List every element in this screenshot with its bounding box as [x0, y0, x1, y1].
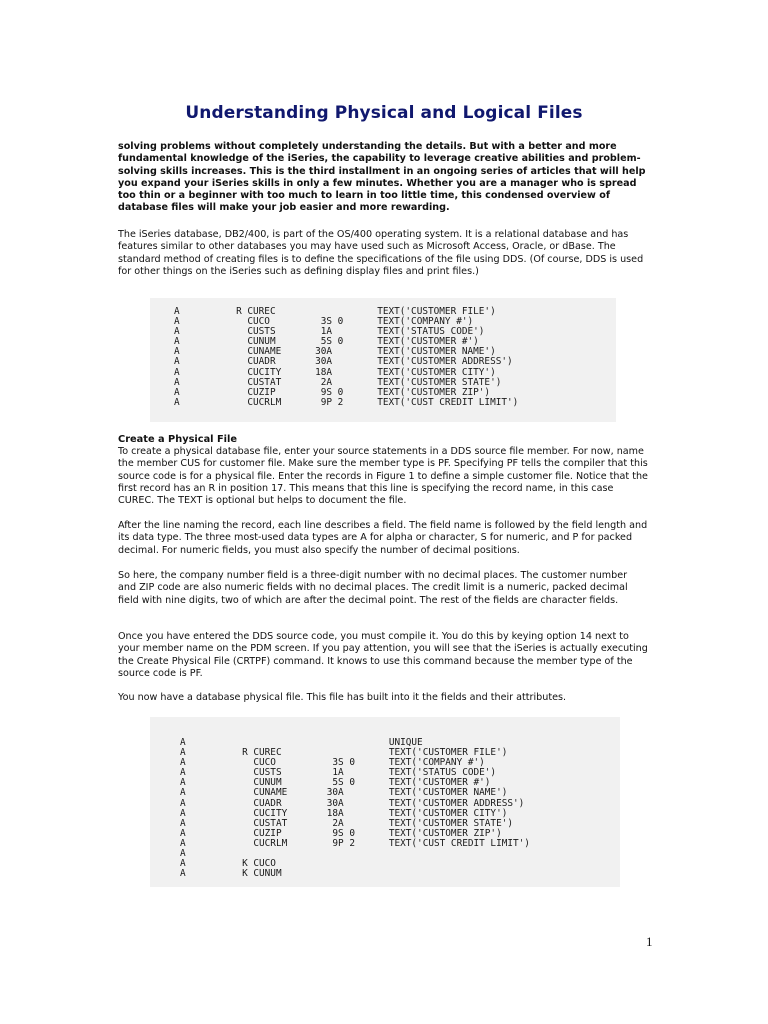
- code-line: A CUSTS 1A TEXT('STATUS CODE'): [174, 326, 485, 338]
- code-line: A CUNAME 30A TEXT('CUSTOMER NAME'): [174, 346, 496, 358]
- code-line: A K CUNUM: [180, 868, 282, 880]
- section-heading: Create a Physical File: [118, 434, 238, 445]
- company-paragraph: So here, the company number field is a three-digit number with no decimal places. The customer number and ZIP code are also numeric fields with no decimal places. The credit limit is a numeric, packed decimal field with nine digits, two of which are after the decimal point. The rest of the fields are character fields.: [118, 570, 628, 606]
- code-line: A CUZIP 9S 0 TEXT('CUSTOMER ZIP'): [174, 386, 491, 398]
- code-line: A CUZIP 9S 0 TEXT('CUSTOMER ZIP'): [180, 827, 502, 839]
- code-line: A CUCO 3S 0 TEXT('COMPANY #'): [174, 316, 474, 328]
- figure-2-dds-code: [150, 717, 620, 887]
- intro-paragraph: solving problems without completely understanding the details. But with a better and more fundamental knowledge of the iSeries, the capability to leverage creative abilities and problem-solving skills increases. This is the third installment in an ongoing series of articles that will help you expand your iSeries skills in only a few minutes. Whether you are a manager who is spread too thin or a beginner with too much to learn in too little time, this condensed overview of database files will make your job easier and more rewarding.: [118, 141, 646, 214]
- page-number: 1: [646, 934, 653, 949]
- physical-file-paragraph: You now have a database physical file. This file has built into it the fields and their attributes.: [118, 692, 567, 703]
- compile-paragraph: Once you have entered the DDS source code, you must compile it. You do this by keying option 14 next to your member name on the PDM screen. If you pay attention, you will see that the iSeries is actually executing the Create Physical File (CRTPF) command. It knows to use this command because the member type of the source code is PF.: [118, 631, 648, 679]
- fields-paragraph: After the line naming the record, each line describes a field. The field name is followed by the field length and its data type. The three most-used data types are A for alpha or character, S for numeric, and P for packed decimal. For numeric fields, you must also specify the number of decimal positions.: [118, 520, 648, 556]
- page-title: Understanding Physical and Logical Files: [185, 103, 583, 123]
- code-line: A CUADR 30A TEXT('CUSTOMER ADDRESS'): [180, 797, 525, 809]
- code-line: A CUCRLM 9P 2 TEXT('CUST CREDIT LIMIT'): [180, 837, 530, 849]
- figure-1-code-lines: [174, 307, 518, 408]
- code-line: A: [180, 848, 186, 860]
- code-line: A CUCRLM 9P 2 TEXT('CUST CREDIT LIMIT'): [174, 396, 519, 408]
- code-line: A CUCO 3S 0 TEXT('COMPANY #'): [180, 757, 485, 769]
- figure-1-dds-code: [150, 298, 616, 422]
- code-line: A UNIQUE: [180, 737, 423, 748]
- code-line: A CUSTAT 2A TEXT('CUSTOMER STATE'): [180, 817, 514, 829]
- code-line: A K CUCO: [180, 858, 276, 870]
- code-line: A R CUREC TEXT('CUSTOMER FILE'): [174, 306, 496, 317]
- code-line: A CUCITY 18A TEXT('CUSTOMER CITY'): [174, 366, 496, 378]
- code-line: A CUNUM 5S 0 TEXT('CUSTOMER #'): [180, 777, 491, 789]
- code-line: A CUCITY 18A TEXT('CUSTOMER CITY'): [180, 807, 508, 819]
- code-line: A CUNAME 30A TEXT('CUSTOMER NAME'): [180, 787, 508, 799]
- code-line: A CUSTS 1A TEXT('STATUS CODE'): [180, 767, 497, 779]
- code-line: A R CUREC TEXT('CUSTOMER FILE'): [180, 747, 508, 759]
- figure-2-code-lines: [180, 738, 530, 879]
- code-line: A CUNUM 5S 0 TEXT('CUSTOMER #'): [174, 336, 479, 348]
- create-paragraph: To create a physical database file, enter your source statements in a DDS source file member. For now, name the member CUS for customer file. Make sure the member type is PF. Specifying PF tells the compiler that this source code is for a physical file. Enter the records in Figure 1 to define a simple customer file. Notice that the first record has an R in position 17. This means that this line is specifying the record name, in this case CUREC. The TEXT is optional but helps to document the file.: [118, 446, 648, 507]
- code-line: A CUADR 30A TEXT('CUSTOMER ADDRESS'): [174, 356, 513, 368]
- code-line: A CUSTAT 2A TEXT('CUSTOMER STATE'): [174, 376, 502, 388]
- db2-paragraph: The iSeries database, DB2/400, is part of the OS/400 operating system. It is a relational database and has features similar to other databases you may have used such as Microsoft Access, Oracle, or dBase. The standard method of creating files is to define the specifications of the file using DDS. (Of course, DDS is used for other things on the iSeries such as defining display files and print files.): [118, 229, 644, 277]
